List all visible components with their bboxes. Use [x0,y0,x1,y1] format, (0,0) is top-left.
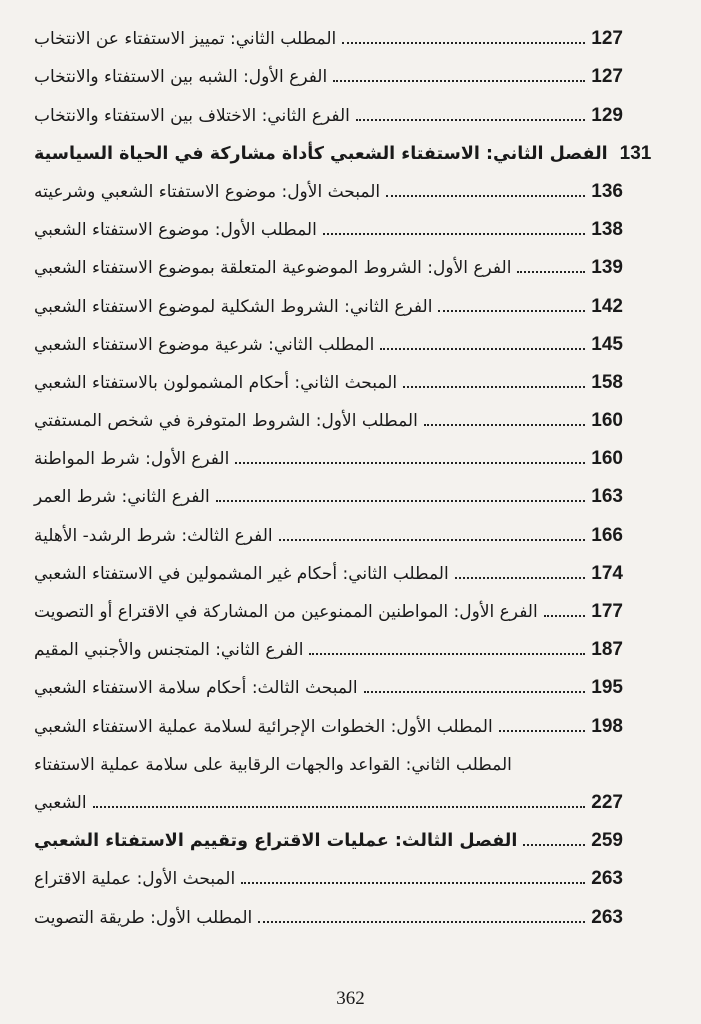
toc-entry-page: 177 [591,601,623,622]
toc-chapter-entry [30,814,623,852]
toc-entry-page: 138 [591,219,623,241]
toc-entry [30,661,623,699]
toc-entry-title: الفرع الثاني: شرط العمر [34,487,210,508]
toc-entry-page: 127 [591,28,623,50]
toc-entry-page: 198 [591,715,623,737]
dot-leader [323,233,585,235]
dot-leader [517,271,585,273]
dot-leader [544,615,586,617]
toc-entry-page: 195 [591,677,623,699]
toc-entry-title: المطلب الثاني: أحكام غير المشمولين في الاستفتاء الشعبي [34,563,449,584]
toc-chapter-entry [30,127,652,165]
toc-entry-title: الفرع الأول: الشبه بين الاستفتاء والانتخاب [34,67,328,88]
toc-entry-page: 174 [591,562,623,584]
dot-leader [499,730,586,732]
toc-entry-title: المبحث الأول: موضوع الاستفتاء الشعبي وشرعيته [34,181,381,202]
toc-entry-title: الفرع الثالث: شرط الرشد- الأهلية [34,525,273,546]
toc-entry [30,699,623,737]
toc-entry-title: المطلب الثاني: تمييز الاستفتاء عن الانتخاب [34,29,337,50]
toc-entry [30,279,623,317]
dot-leader [356,119,585,121]
toc-entry-page: 187 [591,639,623,661]
toc-entry-title: الفرع الثاني: المتجنس والأجنبي المقيم [34,640,304,661]
toc-entry [30,547,623,585]
dot-leader [235,462,585,464]
dot-leader [380,348,585,350]
dot-leader [333,80,585,82]
toc-entry [30,203,623,241]
toc-entry-page: 129 [591,104,623,126]
dot-leader [364,691,586,693]
toc-entry-page: 136 [591,180,623,202]
toc-entry [30,852,623,890]
toc-entry [30,508,623,546]
toc-entry-page: 160 [591,448,623,470]
dot-leader [93,806,586,808]
toc-entry [30,776,623,814]
dot-leader [258,921,585,923]
toc-entry-page: 127 [591,66,623,88]
toc-entry-title: الفصل الثالث: عمليات الاقتراع وتقييم الاستفتاء الشعبي [34,831,518,852]
dot-leader [455,577,586,579]
toc-entry-page: 139 [591,257,623,279]
toc-entry [30,318,623,356]
dot-leader [241,882,585,884]
dot-leader [523,844,585,846]
toc-entry-title: المطلب الأول: طريقة التصويت [34,907,253,928]
toc-entry-wrapped-line [30,738,623,776]
toc-entry-title: الفرع الثاني: الاختلاف بين الاستفتاء والانتخاب [34,105,350,126]
toc-entry-page: 166 [591,524,623,546]
dot-leader [216,500,586,502]
toc-entry-title: الشعبي [34,792,87,813]
toc-entry-title: الفرع الأول: الشروط الموضوعية المتعلقة بموضوع الاستفتاء الشعبي [34,258,512,279]
toc-entry-page: 259 [591,830,623,852]
toc-entry-title: المبحث الأول: عملية الاقتراع [34,869,236,890]
toc-entry-title: الفرع الأول: شرط المواطنة [34,449,230,470]
toc-entry [30,394,623,432]
dot-leader [342,42,585,44]
toc-entry-title: المطلب الأول: موضوع الاستفتاء الشعبي [34,220,317,241]
toc-entry-page: 263 [591,906,623,928]
toc-entry-page: 263 [591,868,623,890]
page-number: 362 [336,988,365,1009]
toc-entry [30,12,623,50]
toc-entry-title: المبحث الثالث: أحكام سلامة الاستفتاء الشعبي [34,678,358,699]
toc-entry-page: 227 [591,791,623,813]
toc-entry [30,585,623,623]
dot-leader [386,195,585,197]
dot-leader [424,424,585,426]
toc-entry-title: الفصل الثاني: الاستفتاء الشعبي كأداة مشاركة في الحياة السياسية [34,143,608,164]
toc-entry [30,623,623,661]
toc-entry-page: 131 [619,142,652,164]
toc-entry [30,470,623,508]
toc-entry [30,241,623,279]
dot-leader [279,539,586,541]
toc-entry [30,88,623,126]
toc-entry-title: المبحث الثاني: أحكام المشمولون بالاستفتاء الشعبي [34,372,398,393]
toc-entry-title: المطلب الأول: الخطوات الإجرائية لسلامة عملية الاستفتاء الشعبي [34,716,493,737]
toc-entry [30,165,623,203]
toc-entry [30,356,623,394]
toc-entry-title: الفرع الأول: المواطنين الممنوعين من المشاركة في الاقتراع أو التصويت [34,602,538,622]
toc-entry-page: 142 [591,295,623,317]
toc-entry-title: المطلب الأول: الشروط المتوفرة في شخص المستفتي [34,411,418,432]
dot-leader [309,653,585,655]
dot-leader [403,386,585,388]
toc-entry-title: المطلب الثاني: شرعية موضوع الاستفتاء الشعبي [34,334,375,355]
toc-entry [30,890,623,928]
dot-leader [438,310,585,312]
toc-entry-page: 160 [591,410,623,432]
toc-entry [30,50,623,88]
table-of-contents [30,12,652,929]
toc-entry-title: المطلب الثاني: القواعد والجهات الرقابية على سلامة عملية الاستفتاء [34,754,512,775]
toc-entry-page: 158 [591,371,623,393]
toc-entry [30,432,623,470]
toc-entry-page: 163 [591,486,623,508]
toc-entry-title: الفرع الثاني: الشروط الشكلية لموضوع الاستفتاء الشعبي [34,296,433,317]
toc-entry-page: 145 [591,333,623,355]
